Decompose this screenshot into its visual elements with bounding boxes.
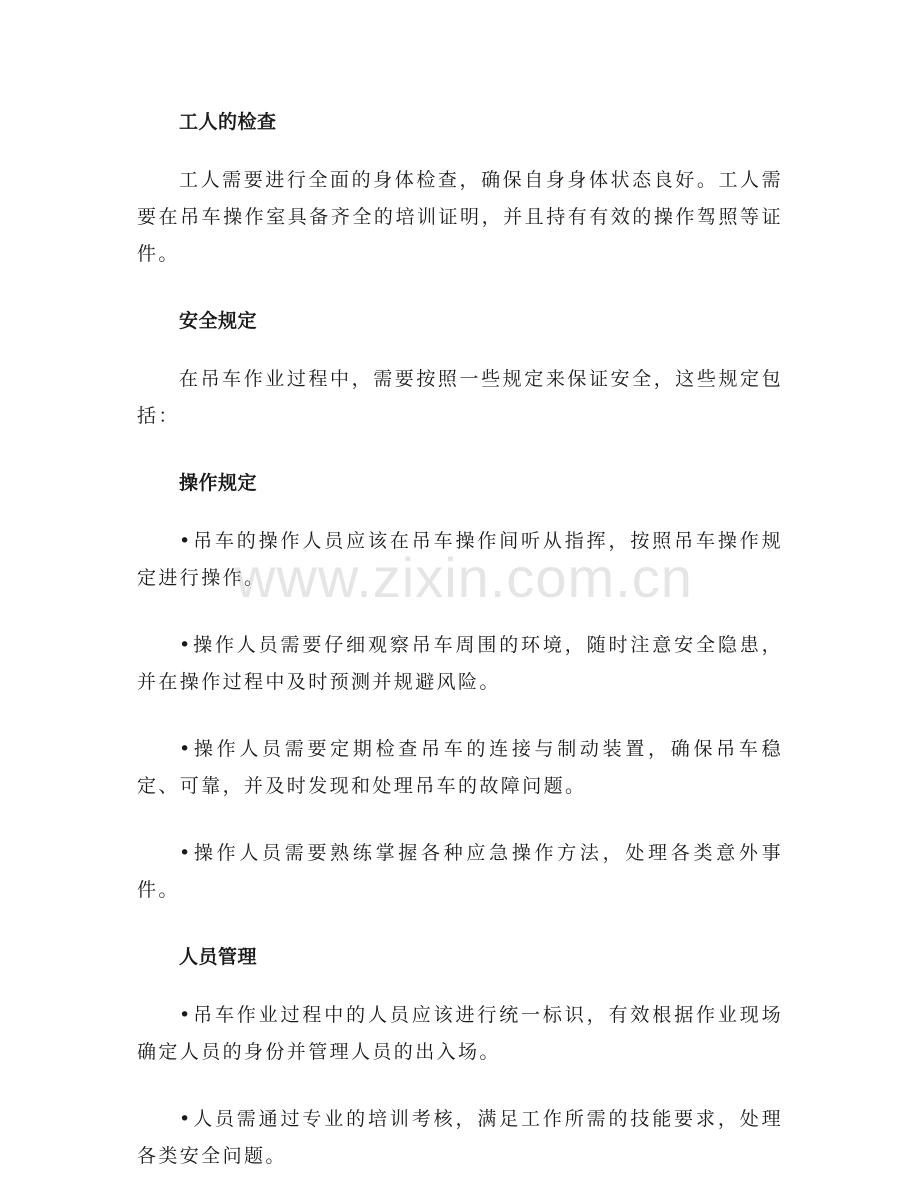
bullet-item: •操作人员需要熟练掌握各种应急操作方法，处理各类意外事件。 [137,842,783,901]
paragraph: 工人需要进行全面的身体检查，确保自身身体状态良好。工人需要在吊车操作室具备齐全的培训证明，并且持有有效的操作驾照等证件。 [137,169,783,265]
document-body [137,104,783,1175]
section-heading-worker-check: 工人的检查 [179,111,277,133]
paragraph: 在吊车作业过程中，需要按照一些规定来保证安全，这些规定包括： [137,368,783,427]
watermark: www.zixin.com.cn [235,546,693,609]
bullet-item: •人员需通过专业的培训考核，满足工作所需的技能要求，处理各类安全问题。 [137,1108,783,1167]
bullet-item: •吊车作业过程中的人员应该进行统一标识，有效根据作业现场确定人员的身份并管理人员的出入场。 [137,1004,783,1063]
bullet-item: •吊车的操作人员应该在吊车操作间听从指挥，按照吊车操作规定进行操作。 [137,530,783,589]
section-heading-personnel-management: 人员管理 [179,946,258,968]
section-heading-safety-rules: 安全规定 [179,310,258,332]
bullet-item: •操作人员需要仔细观察吊车周围的环境，随时注意安全隐患，并在操作过程中及时预测并规避风险。 [137,634,783,693]
bullet-item: •操作人员需要定期检查吊车的连接与制动装置，确保吊车稳定、可靠，并及时发现和处理吊车的故障问题。 [137,738,783,797]
section-heading-operation-rules: 操作规定 [179,472,258,494]
